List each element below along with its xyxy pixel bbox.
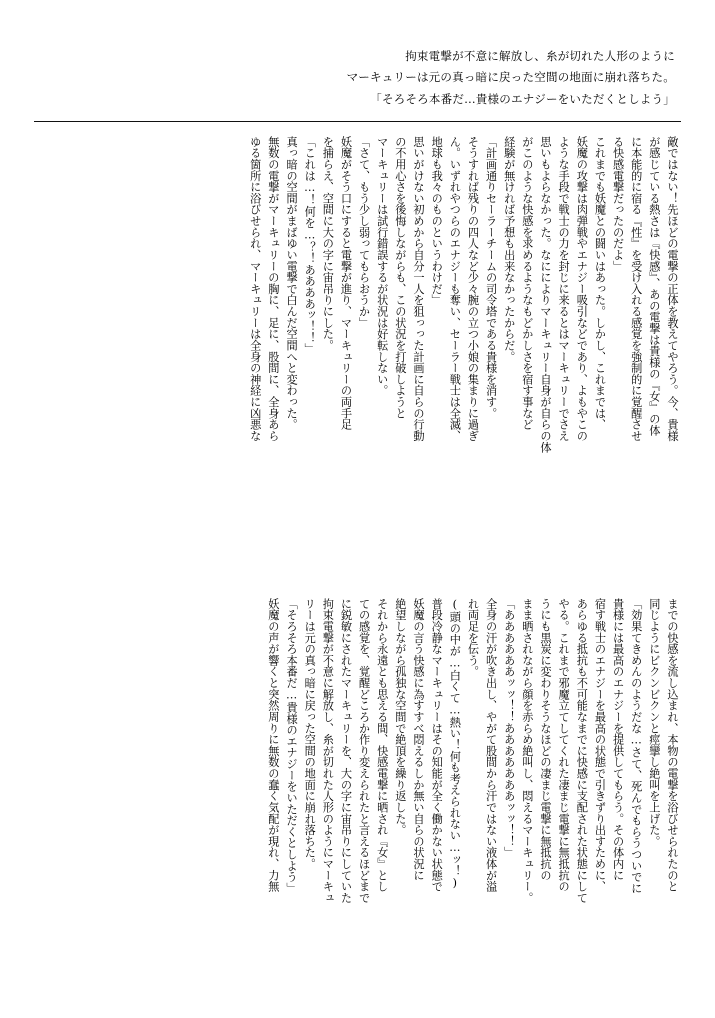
- text-line: 思いがけない初めから自分一人を狙っった計画に自らの行動: [412, 135, 426, 442]
- text-line: 妖魔の言う快感に為すすべ悶えるしか無い自らの状況に: [412, 597, 426, 881]
- text-line: 妖魔の声が響くと突然周りに無数の蠢く気配が現れ、力無: [266, 597, 280, 892]
- text-line: までの快感を流し込まれ、本物の電撃を浴びせられたのと: [666, 597, 679, 892]
- text-line: 「そろそろ本番だ…貴様のエナジーをいただくとしよう」: [285, 597, 299, 894]
- vertical-text-column-group-one: [246, 136, 681, 546]
- text-line: マーキュリーは試行錯誤するが状況は好転しない。: [375, 135, 389, 396]
- text-line: に本能的に宿る『性』を受け入れる感覚を強制的に覚醒させ: [629, 135, 643, 442]
- text-line: ん。いずれやつらのエナジーも奪い、セーラー戦士は全滅、: [448, 135, 462, 442]
- text-line: 経験が無ければ予想も出来なかったからだ。: [502, 135, 516, 363]
- text-line: に鋭敏にされたマーキュリーを、大の字に宙吊りにしていた: [339, 597, 353, 904]
- text-line: 普段冷静なマーキュリーはその知能が全く働かない状態で: [430, 597, 444, 892]
- text-line: 妖魔がそう口にすると電撃が進り、マーキュリーの両手足: [339, 135, 353, 430]
- text-line: そうすれば残りの四人など少々腕の立つ小娘の集まりに過ぎ: [466, 135, 480, 442]
- text-line: これまでも妖魔との闘いはあった。しかし、これまでは、: [593, 135, 607, 430]
- text-line: 妖魔の攻撃は肉弾戦やエナジー吸引などであり、よもやこの: [575, 135, 589, 442]
- text-line: うにも黒炭に変わりそうなほどの凄まじ電撃に無抵抗の: [539, 597, 553, 881]
- text-line: ての感覚を、覚醒どころか作り変えられたと言えるほどまで: [357, 597, 371, 904]
- text-line: 貴様には最高のエナジーを提供してもらう。その体内に: [611, 597, 625, 881]
- text-line: まま晒されながら顔を赤らめ絶叫し、悶えるマーキュリー。: [520, 597, 534, 904]
- vertical-text-column-group-two: [264, 598, 681, 1018]
- text-line: が感じている熱さは『快感』、あの電撃は貴様の『女』の体: [647, 135, 661, 436]
- text-line: 地球も我々のものというわけだ」: [430, 135, 444, 306]
- text-line: ゆる箇所に浴びせられ、マーキュリーは全身の神経に凶悪な: [248, 135, 262, 442]
- header-line-2: マーキュリーは元の真っ暗に戻った空間の地面に崩れ落ちた。: [346, 70, 675, 85]
- horizontal-divider: [34, 121, 681, 122]
- text-line: 「これは…！何を…？！ああああッ！！」: [303, 135, 317, 355]
- text-line: やる。これまで邪魔立てしてくれた凄まじ電撃に無抵抗の: [557, 597, 571, 892]
- text-line: の不用心さを後悔しながらも、この状況を打破しようと: [393, 135, 407, 419]
- body-section-one: [34, 136, 681, 546]
- text-line: ような手段で戦士の力を封じに来るとはマーキュリーでさえ: [557, 135, 571, 442]
- text-line: 真っ暗の空間がまばゆい電撃で白んだ空間へと変わった。: [285, 135, 299, 430]
- text-line: (頭の中が…白くて…熱い！何も考えられない…ッ！): [448, 597, 462, 890]
- text-line: それから永遠とも思える間、快感電撃に晒され『女』とし: [375, 597, 389, 892]
- header-text-block: [34, 46, 681, 110]
- text-line: 同じようにビクンビクンと痙攣し絶叫を上げた。: [647, 597, 661, 847]
- text-line: 無数の電撃がマーキュリーの胸に、足に、股間に、全身あら: [266, 135, 280, 442]
- text-line: 宿す戦士のエナジーを最高の状態で引きずり出すために、: [593, 597, 607, 892]
- text-line: 全身の汗が吹き出し、やがて股間から汗ではない液体が溢: [484, 597, 498, 892]
- text-line: あらゆる抵抗も不可能なまでに快感に支配された状態にして: [575, 597, 589, 904]
- body-section-two: [34, 598, 681, 1018]
- header-line-1: 拘束電撃が不意に解放し、糸が切れた人形のように: [405, 49, 675, 63]
- text-line: がこのような快感を求めるようなもどかしさを宿す事など: [520, 135, 534, 430]
- text-line: を捕らえ、空間に大の字に宙吊りにした。: [321, 135, 335, 351]
- text-line: 「効果てきめんのようだな…さて、死んでもらうついでに: [629, 597, 643, 894]
- header-line-3: 「そろそろ本番だ…貴様のエナジーをいただくとしよう」: [370, 91, 675, 106]
- text-line: 拘束電撃が不意に解放し、糸が切れた人形のようにマーキュ: [321, 597, 335, 904]
- text-line: れ両足を伝う。: [466, 597, 480, 677]
- text-line: 思いもよらなかった。なにによりマーキュリー自身が自らの体: [539, 135, 553, 453]
- text-line: 「さて、もう少し弱ってもらおうか」: [357, 135, 371, 329]
- text-line: リーは元の真っ暗に戻った空間の地面に崩れ落ちた。: [303, 597, 317, 870]
- text-line: 絶望しながら孤独な空間で絶頂を繰り返した。: [393, 597, 407, 836]
- text-line: 「ああああああッッ！！あああああああッッ！！」: [502, 597, 516, 858]
- text-line: る快感電撃だったのだよ」: [611, 135, 625, 272]
- text-line: 敵ではない！先ほどの電撃の正体を教えてやろう。今、貴様: [666, 135, 679, 442]
- text-line: 「計画通りセーラーチームの司令塔である貴様を消す。: [484, 135, 498, 419]
- section-gap: [34, 546, 681, 598]
